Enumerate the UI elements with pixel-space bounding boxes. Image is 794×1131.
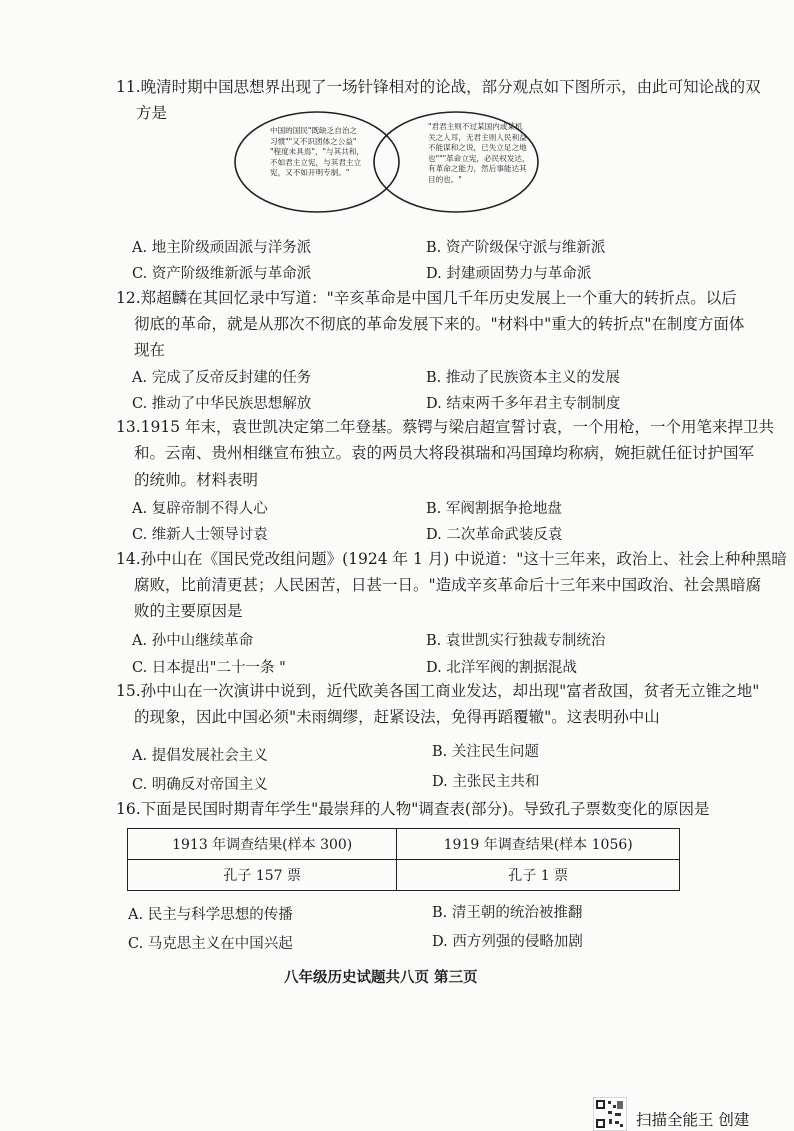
q11-stem-line2: 方是 [136, 104, 168, 122]
table-cell-1919-votes: 孔子 1 票 [397, 860, 680, 891]
scanner-watermark: 扫描全能王 创建 [636, 1111, 750, 1129]
q13-stem-line3: 的统帅。材料表明 [134, 471, 259, 489]
table-header-1919: 1919 年调查结果(样本 1056) [397, 829, 680, 860]
q14-stem-line2: 腐败，比前清更甚；人民困苦，日甚一日。"造成辛亥革命后十三年来中国政治、社会黑暗腐 [134, 576, 762, 594]
page-footer: 八年级历史试题共八页 第三页 [284, 969, 478, 986]
table-header-1913: 1913 年调查结果(样本 300) [128, 829, 397, 860]
q11-option-c[interactable]: C. 资产阶级维新派与革命派 [132, 266, 312, 282]
q11-stem-line1: 11.晚清时期中国思想界出现了一场针锋相对的论战，部分观点如下图所示，由此可知论战的双 [116, 78, 761, 96]
survey-table [127, 828, 680, 891]
q15-stem-line1: 15.孙中山在一次演讲中说到，近代欧美各国工商业发达，却出现"富者敌国，贫者无立锥之地" [116, 682, 760, 700]
q13-option-c[interactable]: C. 维新人士领导讨袁 [132, 527, 268, 543]
q15-option-d[interactable]: D. 主张民主共和 [432, 774, 540, 790]
q16-option-d[interactable]: D. 西方列强的侵略加剧 [432, 934, 583, 950]
q14-option-d[interactable]: D. 北洋军阀的割据混战 [426, 660, 577, 676]
q12-stem-line3: 现在 [134, 341, 166, 359]
q11-option-b[interactable]: B. 资产阶级保守派与维新派 [426, 240, 606, 256]
q14-option-b[interactable]: B. 袁世凯实行独裁专制统治 [426, 633, 606, 649]
q12-stem-line1: 12.郑超麟在其回忆录中写道："辛亥革命是中国几千年历史发展上一个重大的转折点。以后 [116, 289, 737, 307]
venn-right-text: "君君主则不过某国内或某机 关之人耳，无君主则人民利益 不能谋和之说，已失立足之地 也"""革命立宪，必民权发达， 有革命之能力，然后事能达其 目的也。" [428, 122, 530, 184]
q12-option-b[interactable]: B. 推动了民族资本主义的发展 [426, 370, 620, 386]
q15-option-a[interactable]: A. 提倡发展社会主义 [132, 748, 268, 764]
q13-option-b[interactable]: B. 军阀割据争抢地盘 [426, 501, 562, 517]
qr-code-icon [593, 1097, 627, 1131]
q15-option-b[interactable]: B. 关注民生问题 [432, 744, 539, 760]
q11-option-d[interactable]: D. 封建顽固势力与革命派 [426, 266, 592, 282]
q13-stem-line2: 和。云南、贵州相继宣布独立。袁的两员大将段祺瑞和冯国璋均称病，婉拒就任征讨护国军 [134, 444, 755, 462]
q15-option-c[interactable]: C. 明确反对帝国主义 [132, 777, 268, 793]
q16-option-c[interactable]: C. 马克思主义在中国兴起 [128, 936, 293, 952]
venn-left-text: 中国的国民"既缺乏自治之 习惯""又不识团体之公益" "程度未具焉"，"与其共和， 不如君主立宪，与其君主立 宪，又不如开明专制。" [270, 126, 365, 177]
q12-stem-line2: 彻底的革命，就是从那次不彻底的革命发展下来的。"材料中"重大的转折点"在制度方面体 [134, 315, 745, 333]
q16-option-a[interactable]: A. 民主与科学思想的传播 [128, 907, 293, 923]
q12-option-a[interactable]: A. 完成了反帝反封建的任务 [132, 370, 312, 386]
q15-stem-line2: 的现象，因此中国必须"未雨绸缪，赶紧设法，免得再蹈覆辙"。这表明孙中山 [134, 708, 660, 726]
q14-stem-line1: 14.孙中山在《国民党改组问题》(1924 年 1 月) 中说道："这十三年来，政治上、社会上种种黑暗 [116, 550, 787, 568]
q14-stem-line3: 败的主要原因是 [134, 602, 243, 620]
q14-option-c[interactable]: C. 日本提出"二十一条 " [132, 660, 286, 676]
q14-option-a[interactable]: A. 孙中山继续革命 [132, 633, 254, 649]
q13-option-d[interactable]: D. 二次革命武装反袁 [426, 527, 563, 543]
q11-option-a[interactable]: A. 地主阶级顽固派与洋务派 [132, 240, 312, 256]
table-row [128, 829, 680, 860]
q16-stem-line1: 16.下面是民国时期青年学生"最崇拜的人物"调查表(部分)。导致孔子票数变化的原因是 [116, 800, 710, 818]
q16-option-b[interactable]: B. 清王朝的统治被推翻 [432, 905, 583, 921]
q13-stem-line1: 13.1915 年末，袁世凯决定第二年登基。蔡锷与梁启超宣誓讨袁，一个用枪，一个用笔来捍卫共 [116, 418, 775, 436]
q13-option-a[interactable]: A. 复辟帝制不得人心 [132, 501, 268, 517]
q12-option-c[interactable]: C. 推动了中华民族思想解放 [132, 396, 312, 412]
table-cell-1913-votes: 孔子 157 票 [128, 860, 397, 891]
table-row [128, 860, 680, 891]
q12-option-d[interactable]: D. 结束两千多年君主专制制度 [426, 396, 621, 412]
